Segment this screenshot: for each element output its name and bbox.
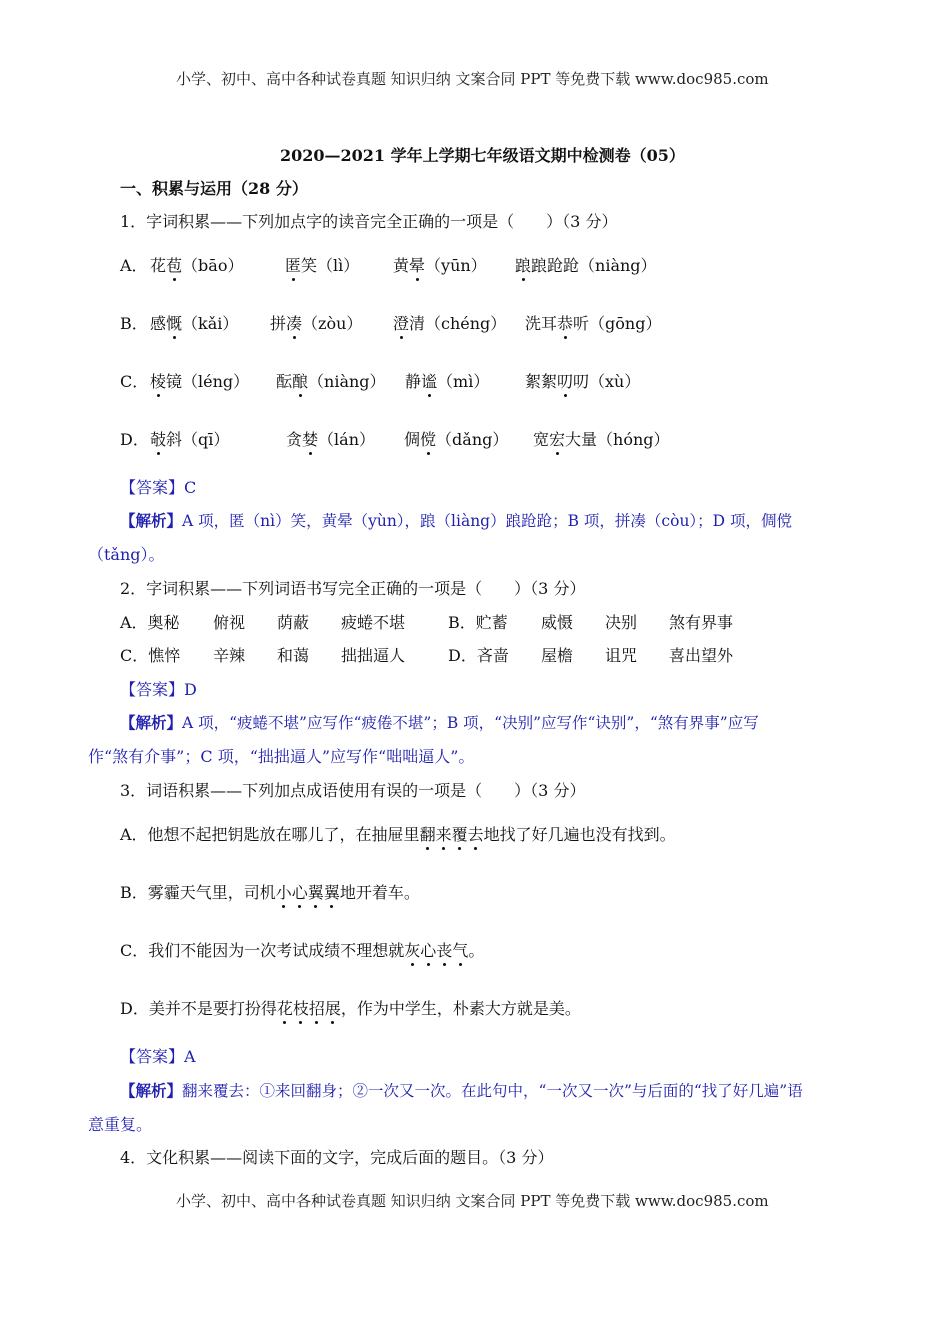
word-item: A．奥秘 (120, 613, 180, 632)
q3-option-d: D．美并不是要打扮得花枝招展，作为中学生，朴素大方就是美。 (120, 999, 581, 1018)
word-item: 煞有界事 (669, 613, 734, 632)
word-item: 俯视 (213, 613, 246, 632)
page-footer: 小学、初中、高中各种试卷真题 知识归纳 文案合同 PPT 等免费下载 www.doc985.com (176, 1192, 769, 1210)
word-item: D．吝啬 (448, 646, 509, 665)
option-label: B． (120, 314, 148, 333)
page-title: 2020—2021 学年上学期七年级语文期中检测卷（05） (280, 146, 685, 165)
word-item: 贪婪（lán） (286, 430, 375, 449)
q3-option-c: C．我们不能因为一次考试成绩不理想就灰心丧气。 (120, 941, 485, 960)
word-item: B．贮蓄 (448, 613, 508, 632)
q3-option-b: B．雾霾天气里，司机小心翼翼地开着车。 (120, 883, 420, 902)
q3-option-a: A．他想不起把钥匙放在哪儿了，在抽屉里翻来覆去地找了好几遍也没有找到。 (120, 825, 676, 844)
word-item: 黄晕（yūn） (393, 256, 487, 275)
q2-analysis-line2: 作“煞有介事”；C 项，“拙拙逼人”应写作“咄咄逼人”。 (88, 747, 475, 766)
word-item: 辛辣 (213, 646, 246, 665)
word-item: C．憔悴 (120, 646, 181, 665)
word-item: 拼凑（zòu） (270, 314, 363, 333)
word-item: 疲蜷不堪 (341, 613, 406, 632)
word-item: 攲斜（qī） (150, 430, 230, 449)
page-header: 小学、初中、高中各种试卷真题 知识归纳 文案合同 PPT 等免费下载 www.doc985.com (176, 70, 769, 88)
word-item: 花苞（bāo） (150, 256, 244, 275)
word-item: 酝酿（niàng） (276, 372, 386, 391)
word-item: 踉踉跄跄（niàng） (515, 256, 657, 275)
word-item: 决别 (605, 613, 638, 632)
q1-stem: 1．字词积累——下列加点字的读音完全正确的一项是（ ）（3 分） (120, 212, 618, 231)
option-label: C． (120, 372, 149, 391)
word-item: 洗耳恭听（gōng） (525, 314, 662, 333)
q1-analysis-line1: 【解析】A 项，匿（nì）笑，黄晕（yùn），踉（liàng）踉跄跄；B 项，拼凑（còu）；D 项，倜傥 (120, 511, 793, 530)
q3-stem: 3．词语积累——下列加点成语使用有误的一项是（ ）（3 分） (120, 781, 586, 800)
q3-analysis-line1: 【解析】翻来覆去：①来回翻身；②一次又一次。在此句中，“一次又一次”与后面的“找了好几遍”语 (120, 1081, 803, 1100)
word-item: 诅咒 (605, 646, 638, 665)
q2-answer: 【答案】D (120, 680, 197, 699)
section-heading: 一、积累与运用（28 分） (120, 179, 308, 198)
word-item: 宽宏大量（hóng） (533, 430, 670, 449)
word-item: 屋檐 (541, 646, 574, 665)
q3-analysis-line2: 意重复。 (88, 1115, 153, 1134)
word-item: 棱镜（léng） (150, 372, 250, 391)
option-label: A． (120, 256, 148, 275)
word-item: 澄清（chéng） (393, 314, 507, 333)
q3-answer: 【答案】A (120, 1047, 196, 1066)
dotted-idiom: 花枝招展 (276, 999, 341, 1018)
word-item: 荫蔽 (277, 613, 310, 632)
word-item: 静谧（mì） (405, 372, 490, 391)
word-item: 倜傥（dǎng） (404, 430, 509, 449)
q1-analysis-line2: （tǎng）。 (88, 545, 165, 564)
q1-answer: 【答案】C (120, 478, 197, 497)
word-item: 絮絮叨叨（xù） (525, 372, 641, 391)
word-item: 和蔼 (277, 646, 310, 665)
q4-stem: 4．文化积累——阅读下面的文字，完成后面的题目。（3 分） (120, 1148, 554, 1167)
dotted-idiom: 小心翼翼 (275, 883, 340, 902)
word-item: 喜出望外 (669, 646, 734, 665)
q2-stem: 2．字词积累——下列词语书写完全正确的一项是（ ）（3 分） (120, 579, 586, 598)
dotted-idiom: 灰心丧气 (404, 941, 469, 960)
word-item: 匿笑（lì） (285, 256, 360, 275)
word-item: 拙拙逼人 (341, 646, 406, 665)
option-label: D． (120, 430, 149, 449)
dotted-idiom: 翻来覆去 (419, 825, 484, 844)
word-item: 感慨（kǎi） (150, 314, 239, 333)
word-item: 威慑 (541, 613, 574, 632)
q2-analysis-line1: 【解析】A 项，“疲蜷不堪”应写作“疲倦不堪”；B 项，“决别”应写作“诀别”，“煞有界事”应写 (120, 713, 759, 732)
